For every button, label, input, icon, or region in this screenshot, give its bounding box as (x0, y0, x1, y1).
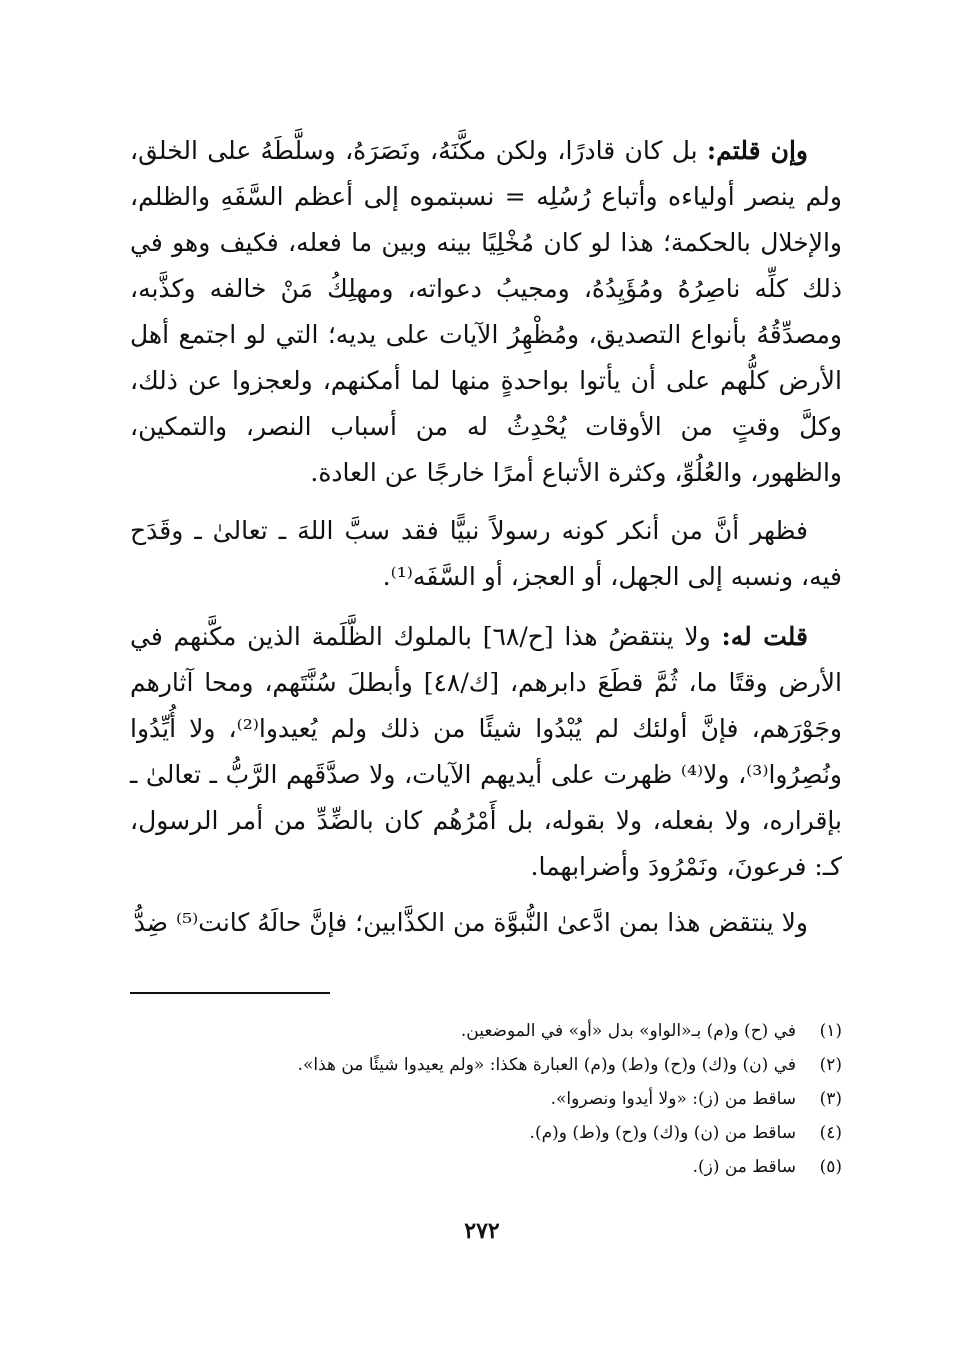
footnote-number: (٤) (819, 1123, 842, 1143)
footnote-text: في (ن) و(ك) و(ح) و(ط) و(م) العبارة هكذا: «ولم يعيدوا شيئًا من هذا». (297, 1055, 796, 1075)
paragraph (130, 128, 842, 496)
footnote (130, 1014, 842, 1048)
footnote (130, 1048, 842, 1082)
footnote (130, 1116, 842, 1150)
paragraph-text: فظهر أنَّ من أنكر كونه رسولاً نبيًّا فقد سبَّ اللهَ ـ تعالىٰ ـ وقَدَح فيه، ونسبه إلى الجهل، أو العجز، أو السَّفَه⁽¹⁾. (130, 516, 842, 591)
paragraph-text: ولا ينتقضُ هذا [ح/٦٨] بالملوك الظَّلَمة الذين مكَّنهم في الأرض وقتًا ما، ثُمَّ قطَعَ دابرهم، [ك/٤٨] وأبطلَ سُنَّتَهم، ومحا آثارهم وجَوْرَهم، فإنَّ أولئك لم يُبْدُوا شيئًا من ذلك ولم يُعيدوا⁽²⁾، ولا أُيِّدُوا ونُصِرُوا⁽³⁾، ولا⁽⁴⁾ ظهرت على أيديهم الآيات، ولا صدَّقَهم الرَّبُّ ـ تعالىٰ ـ بإقراره، ولا بفعله، ولا بقوله، بل أَمْرُهُم كان بالضِّدِّ من أمر الرسول، كـ: فرعونَ، ونَمْرُودَ وأضرابهما. (130, 622, 843, 881)
paragraph (130, 508, 842, 600)
footnote-number: (١) (819, 1021, 842, 1041)
paragraph (130, 900, 842, 946)
paragraph-lead: قلت له: (721, 622, 809, 651)
footnote (130, 1150, 842, 1184)
footnotes (130, 1014, 842, 1184)
footnote-text: ساقط من (ن) و(ك) و(ح) و(ط) و(م). (529, 1123, 796, 1143)
footnote-number: (٥) (819, 1157, 842, 1177)
footnote (130, 1082, 842, 1116)
footnote-divider (130, 992, 330, 994)
footnote-number: (٣) (819, 1089, 842, 1109)
footnote-number: (٢) (819, 1055, 842, 1075)
paragraph-text: بل كان قادرًا، ولكن مكَّنَهُ، ونَصَرَهُ، وسلَّطَهُ على الخلق، ولم ينصر أولياءه وأتباع رُسُلِه = نسبتموه إلى أعظم السَّفَهِ والظلم، والإخلال بالحكمة؛ هذا لو كان مُخْلِيًا بينه وبين ما فعله، فكيف وهو في ذلك كلِّه ناصِرُهُ ومُؤَيِدُهُ، ومجيبُ دعواته، ومهلِكُ مَنْ خالفه وكذَّبه، ومصدِّقُهُ بأنواع التصديق، ومُظْهِرُ الآيات على يديه؛ التي لو اجتمع أهل الأرض كلُّهم على أن يأتوا بواحدةٍ منها لما أمكنهم، ولعجزوا عن ذلك، وكلَّ وقتٍ من الأوقات يُحْدِثُ له من أسباب النصر، والتمكين، والظهور، والعُلُوِّ، وكثرة الأتباع أمرًا خارجًا عن العادة. (130, 136, 842, 487)
footnote-text: في (ح) و(م) بـ«الواو» بدل «أو» في الموضعين. (460, 1021, 796, 1041)
page-number: ٢٧٢ (464, 1218, 500, 1244)
paragraph-text: ولا ينتقض هذا بمن ادَّعىٰ النُّبوَّة من الكذَّابين؛ فإنَّ حالَهُ كانت⁽⁵⁾ ضِدُّ (133, 908, 808, 937)
footnote-text: ساقط من (ز). (692, 1157, 796, 1177)
footnote-text: ساقط من (ز): «ولا أيدوا ونصروا». (550, 1089, 796, 1109)
paragraph-lead: وإن قلتم: (706, 136, 808, 165)
main-text (130, 128, 842, 946)
paragraph (130, 614, 842, 890)
